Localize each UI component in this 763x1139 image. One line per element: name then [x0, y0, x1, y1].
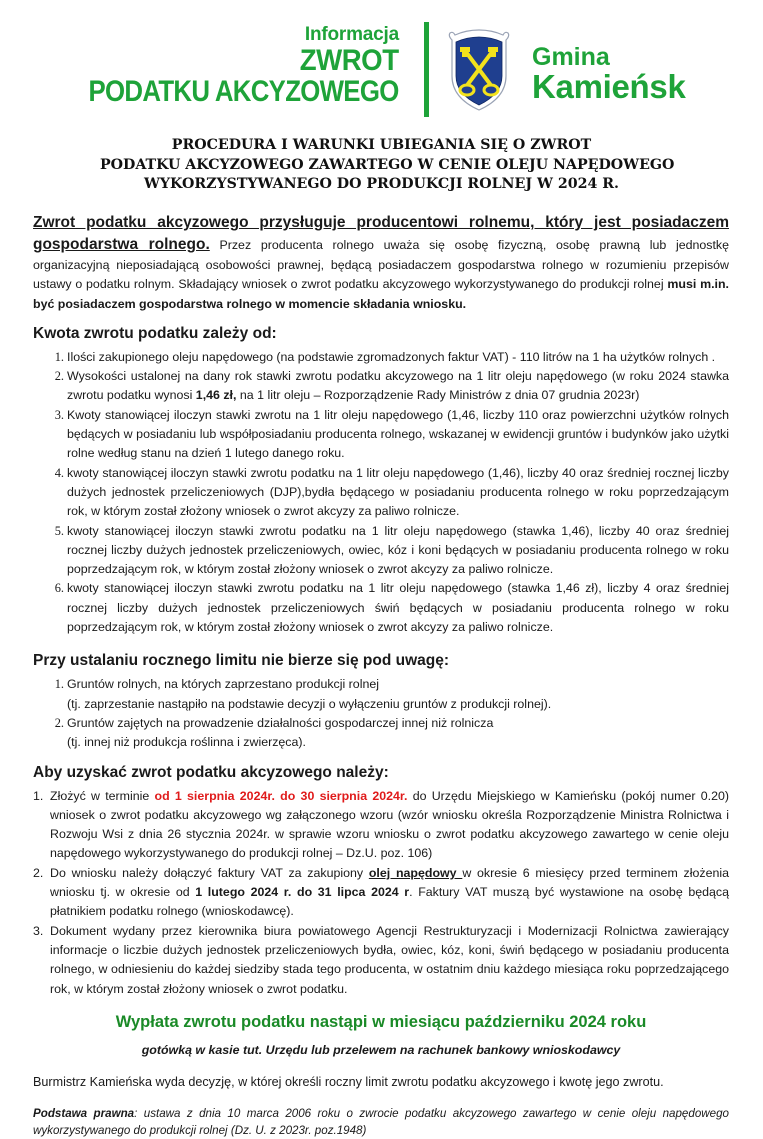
list-item: 6. kwoty stanowiącej iloczyn stawki zwrotu podatku na 1 litr oleju napędowego (stawka 1,46 zł), liczby 4 oraz średniej rocznej liczby dużych jednostek przeliczeniowych świń będących w posiadaniu producenta rolnego w roku poprzedzającym rok, w którym został złożony wniosek o zwrot akcyzy za paliwo rolnicze.	[54, 581, 729, 635]
limit-exclusions-list	[33, 675, 729, 752]
municipality-name	[532, 44, 686, 104]
document-title	[100, 136, 675, 195]
legal-basis	[33, 1105, 729, 1139]
legal-basis-text: : ustawa z dnia 10 marca 2006 roku o zwrocie podatku akcyzowego zawartego w cenie oleju napędowego wykorzystywanego do produkcji rolnej (Dz. U. z 2023r. poz.1948)	[33, 1106, 729, 1137]
header-title-block	[38, 24, 399, 108]
list-item: 1. Gruntów rolnych, na których zaprzestano produkcji rolnej (tj. zaprzestanie nastąpiło na podstawie decyzji o wyłączeniu gruntów z produkcji rolnej).	[54, 677, 552, 711]
legal-basis-label: Podstawa prawna	[33, 1106, 135, 1120]
list-item: 2. Gruntów zajętych na prowadzenie działalności gospodarczej innej niż rolnicza (tj. innej niż produkcja roślinna i zwierzęca).	[54, 715, 494, 750]
list-item: 2. Wysokości ustalonej na dany rok stawki zwrotu podatku akcyzowego na 1 litr oleju napędowego (w roku 2024 stawka zwrotu podatku wynosi 1,46 zł, na 1 litr oleju – Rozporządzenie Rady Ministrów z dnia 07 grudnia 2023r)	[54, 369, 729, 403]
list-item: 3. Kwoty stanowiącej iloczyn stawki zwrotu na 1 litr oleju napędowego (1,46, liczby 110 oraz powierzchni użytków rolnych będących w posiadaniu lub współposiadaniu producenta rolnego, wskazanej w ewidencji gruntów i budynków jako użytki rolne według stanu na dzień 1 lutego danego roku.	[54, 407, 729, 461]
municipality-line1: Gmina	[532, 43, 610, 71]
title-line: WYKORZYSTYWANEGO DO PRODUKCJI ROLNEJ W 2024 R.	[143, 176, 620, 192]
list-item: 4. kwoty stanowiącej iloczyn stawki zwrotu podatku na 1 litr oleju napędowego (1,46), liczby 40 oraz średniej rocznej liczby dużych jednostek przeliczeniowych (DJP),bydła będącego w posiadaniu producenta rolnego w roku poprzedzającym rok, w którym został złożony wniosek o zwrot akcyzy za paliwo rolnicze.	[54, 465, 729, 519]
payout-heading: Wypłata zwrotu podatku nastąpi w miesiącu październiku 2024 roku	[115, 1012, 647, 1031]
title-line: PROCEDURA I WARUNKI UBIEGANIA SIĘ O ZWROT	[171, 137, 592, 153]
header-title-line2: PODATKU AKCYZOWEGO	[88, 75, 399, 108]
list-item: 5. kwoty stanowiącej iloczyn stawki zwrotu podatku na 1 litr oleju napędowego (stawka 1,46), liczby 40 oraz średniej rocznej liczby dużych jednostek przeliczeniowych, owiec, kóz i koni będących w posiadaniu producenta rolnego w roku poprzedzającym rok, w którym został złożony wniosek o zwrot akcyzy za paliwo rolnicze.	[54, 523, 729, 577]
municipality-line2: Kamieńsk	[532, 68, 686, 105]
list-item: 1. Ilości zakupionego oleju napędowego (na podstawie zgromadzonych faktur VAT) - 110 litrów na 1 ha użytków rolnych .	[54, 349, 716, 364]
header-title-line1: ZWROT	[300, 44, 399, 77]
diesel-emphasis: olej napędowy	[368, 865, 463, 880]
list-item: 2. Do wniosku należy dołączyć faktury VAT za zakupiony olej napędowy w okresie 6 miesięcy przed terminem złożenia wniosku tj. w okresie od 1 lutego 2024 r. do 31 lipca 2024 r. Faktury VAT muszą być wystawione na osobę będącą płatnikiem podatku rolnego (wnioskodawcę).	[33, 865, 729, 919]
payout-subheading: gotówką w kasie tut. Urzędu lub przelewem na rachunek bankowy wnioskodawcy	[141, 1042, 621, 1057]
steps-list	[33, 787, 729, 999]
intro-text: Przez producenta rolnego uważa się osobę fizyczną, osobę prawną lub jednostkę organizacyjną nieposiadającą osobowości prawnej, będącą posiadaczem gospodarstwa rolnego w rozumieniu przepisów ustawy o podatku rolnym. Składający wniosek o zwrot podatku akcyzowego wykorzystywanego do produkcji rolnej	[33, 238, 730, 292]
document-header	[0, 0, 763, 125]
mayor-decision-note: Burmistrz Kamieńska wyda decyzję, w której określi roczny limit zwrotu podatku akcyzowego i kwotę jego zwrotu.	[33, 1074, 664, 1089]
coat-of-arms-icon	[444, 28, 514, 112]
amount-factors-list	[33, 348, 729, 637]
title-line: PODATKU AKCYZOWEGO ZAWARTEGO W CENIE OLEJU NAPĘDOWEGO	[100, 156, 675, 173]
header-divider	[424, 22, 429, 117]
intro-paragraph	[33, 212, 729, 314]
invoice-period: 1 lutego 2024 r. do 31 lipca 2024 r	[195, 885, 410, 900]
deadline-dates: od 1 sierpnia 2024r. do 30 sierpnia 2024r.	[154, 788, 408, 803]
intro-lead: Zwrot podatku akcyzowego przysługuje producentowi rolnemu, który jest posiadaczem gospodarstwa rolnego.	[33, 214, 729, 253]
section-heading-amount: Kwota zwrotu podatku zależy od:	[33, 324, 277, 342]
list-item: 1. Złożyć w terminie od 1 sierpnia 2024r. do 30 sierpnia 2024r. do Urzędu Miejskiego w Kamieńsku (pokój numer 0.20) wniosek o zwrot podatku akcyzowego wg załączonego wzoru (wzór wniosku określa Rozporządzenie Ministra Rolnictwa i Rozwoju Wsi z dnia 26 stycznia 2024r. w sprawie wzoru wniosku o zwrot podatku akcyzowego zawartego w cenie oleju napędowego wykorzystywanego do produkcji rolnej – Dz.U. poz. 106)	[33, 788, 729, 861]
intro-bold-tail: musi m.in. być posiadaczem gospodarstwa rolnego w momencie składania wniosku.	[33, 277, 729, 311]
header-info-label: Informacja	[304, 24, 399, 45]
list-item: 3. Dokument wydany przez kierownika biura powiatowego Agencji Restrukturyzacji i Modernizacji Rolnictwa zawierający informacje o liczbie dużych jednostek przeliczeniowych bydła, owiec, kóz, koni, świń będącego w posiadaniu producenta rolnego, w odniesieniu do każdej siedziby stada tego producenta, w ostatnim dniu każdego miesiąca roku poprzedzającego rok, w którym został złożony wniosek o zwrot podatku.	[33, 923, 729, 996]
section-heading-steps: Aby uzyskać zwrot podatku akcyzowego należy:	[33, 763, 389, 781]
section-heading-limit: Przy ustalaniu rocznego limitu nie bierze się pod uwagę:	[33, 652, 449, 670]
document-body	[33, 212, 729, 1139]
rate-value: 1,46 zł,	[195, 388, 237, 403]
